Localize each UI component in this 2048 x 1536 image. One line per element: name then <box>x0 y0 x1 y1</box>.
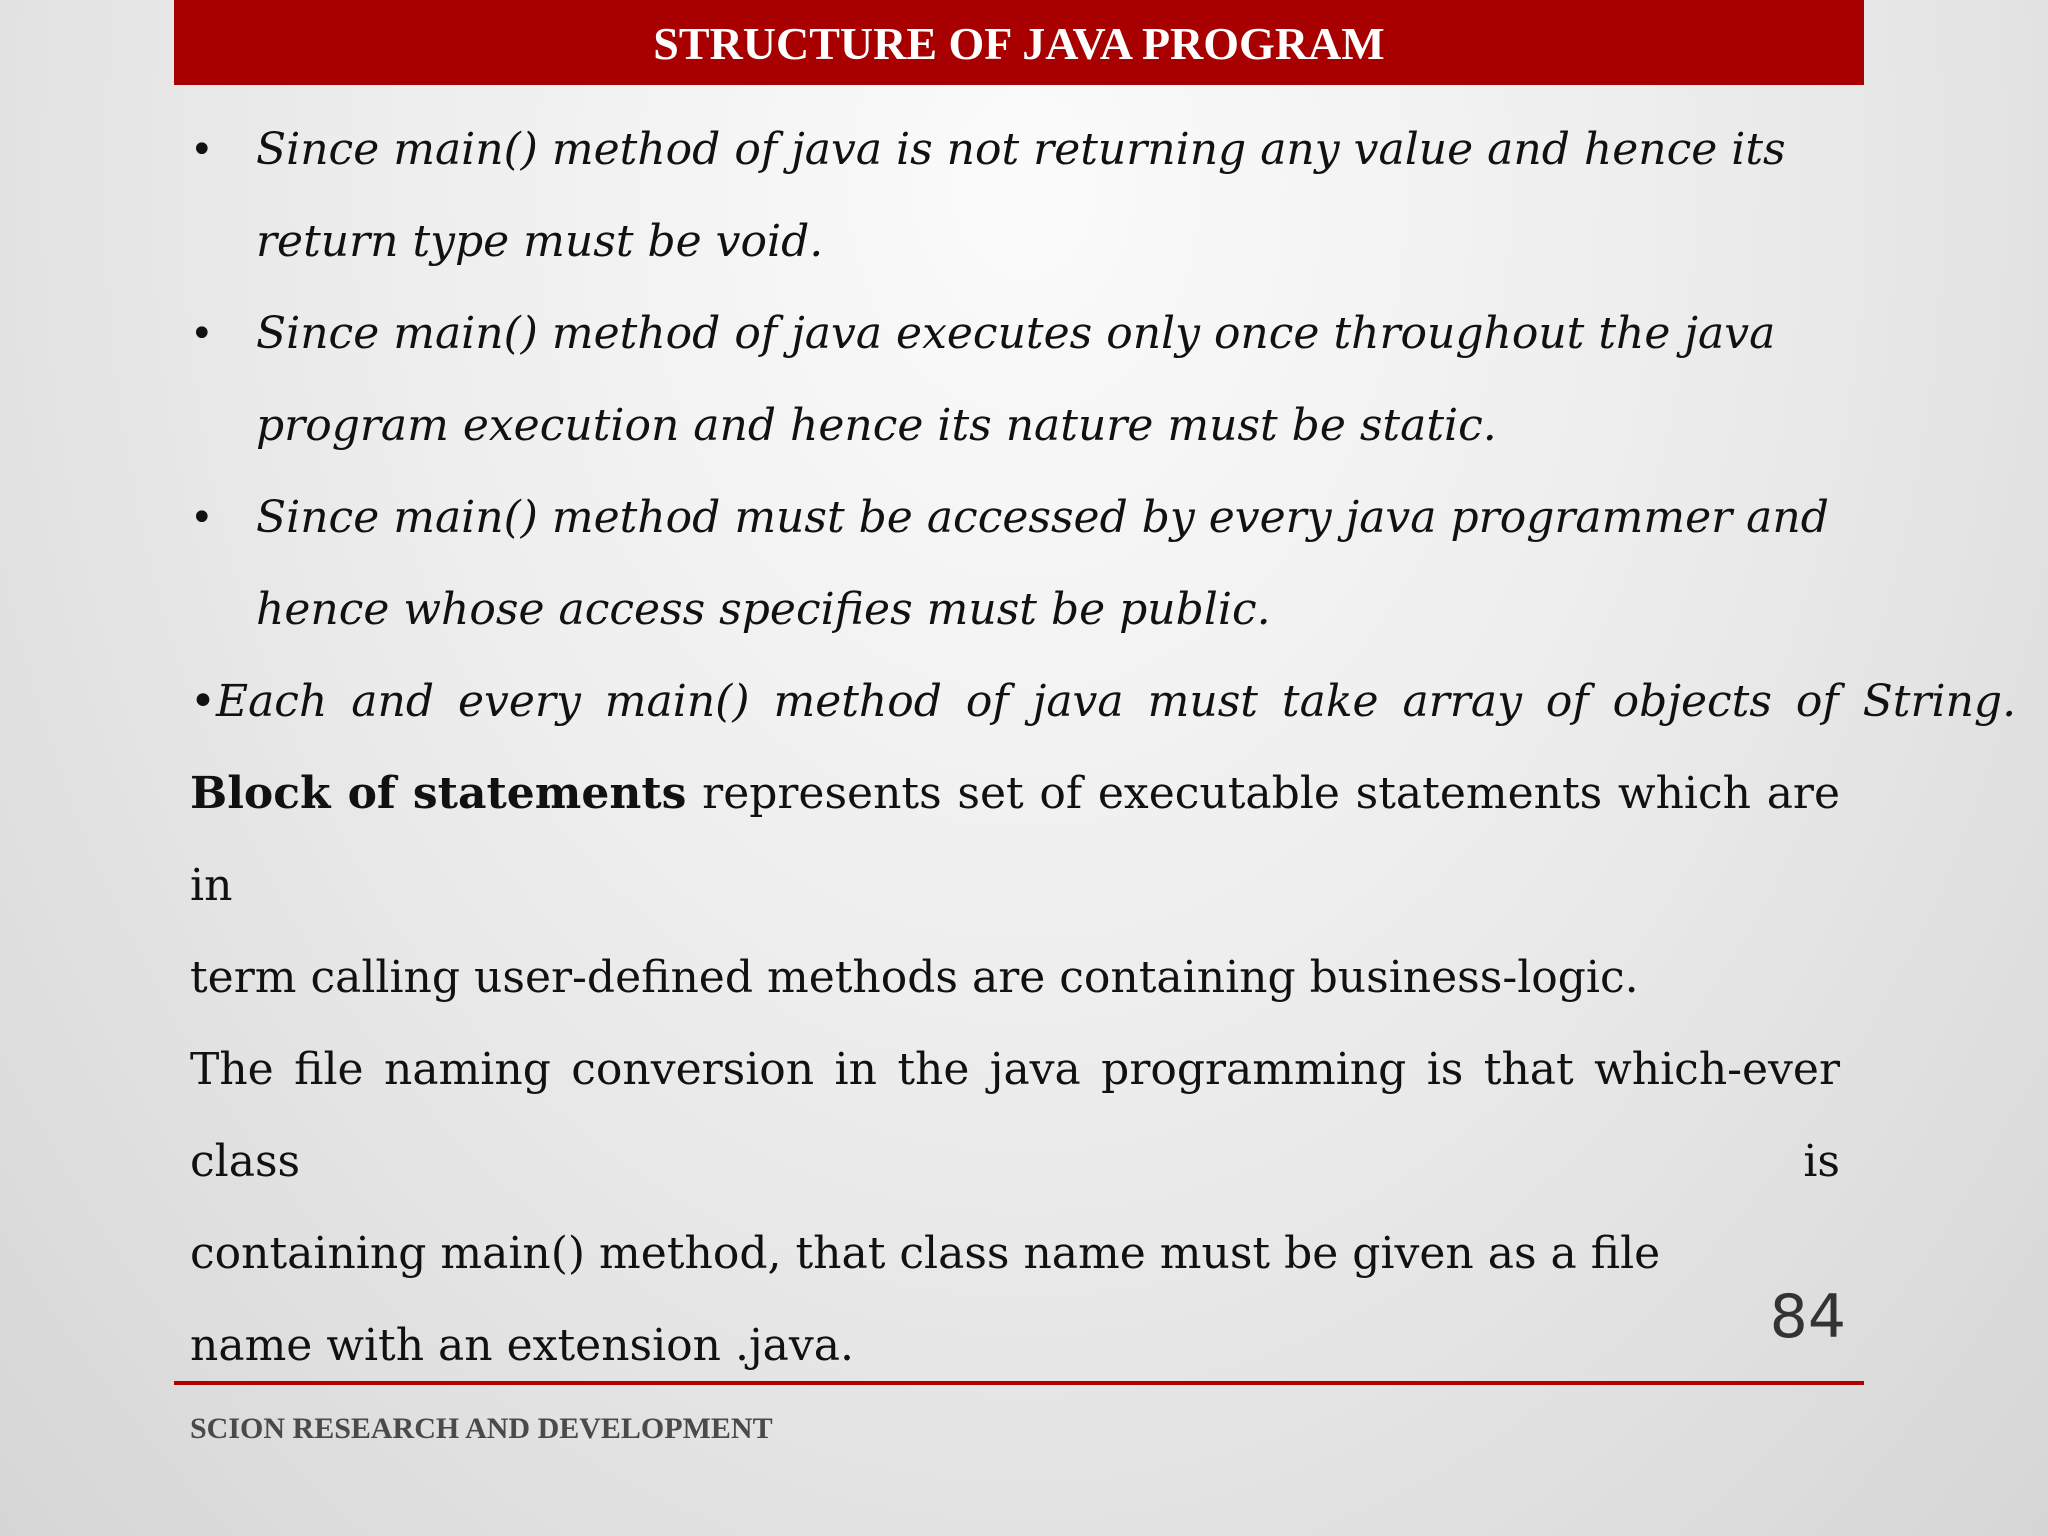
file-paragraph-line-3: name with an extension .java. <box>190 1320 854 1371</box>
slide-title-bar <box>174 0 1864 85</box>
file-paragraph-line-2: containing main() method, that class name must be given as a file <box>190 1228 1661 1279</box>
bullet-text: Since main() method must be accessed by every java programmer and hence whose access specifies must be public. <box>256 492 1829 635</box>
page-number: 84 <box>1769 1282 1846 1352</box>
slide-content <box>190 104 2017 1392</box>
block-paragraph-line-1 <box>190 748 1840 932</box>
block-of-statements-paragraph <box>190 748 1840 1024</box>
bullet-item-void <box>190 104 1856 288</box>
file-naming-paragraph <box>190 1024 1840 1392</box>
block-paragraph-line-1-rest: represents set of executable statements which are in <box>190 768 1840 911</box>
bullet-marker: • <box>190 495 214 541</box>
block-of-statements-term: Block of statements <box>190 768 687 819</box>
bullet-marker: • <box>190 311 214 357</box>
footer-divider <box>174 1381 1864 1385</box>
slide-title: STRUCTURE OF JAVA PROGRAM <box>653 18 1385 69</box>
block-paragraph-line-2: term calling user-defined methods are containing business-logic. <box>190 952 1639 1003</box>
bullet-text: Since main() method of java executes only once throughout the java program execution and hence its nature must be static. <box>256 308 1776 451</box>
bullet-marker: • <box>190 127 214 173</box>
bullet-item-static <box>190 288 1856 472</box>
bullet-item-public <box>190 472 1856 656</box>
bullet-item-string-array <box>190 656 2017 748</box>
file-paragraph-line-1: The file naming conversion in the java programming is that which-ever class is <box>190 1044 1840 1187</box>
footer-organization: SCION RESEARCH AND DEVELOPMENT <box>190 1412 773 1445</box>
inline-bullet-text: Each and every main() method of java must take array of objects of String. <box>215 676 2017 727</box>
bullet-text: Since main() method of java is not returning any value and hence its return type must be void. <box>256 124 1786 267</box>
inline-bullet-marker: • <box>190 676 216 727</box>
